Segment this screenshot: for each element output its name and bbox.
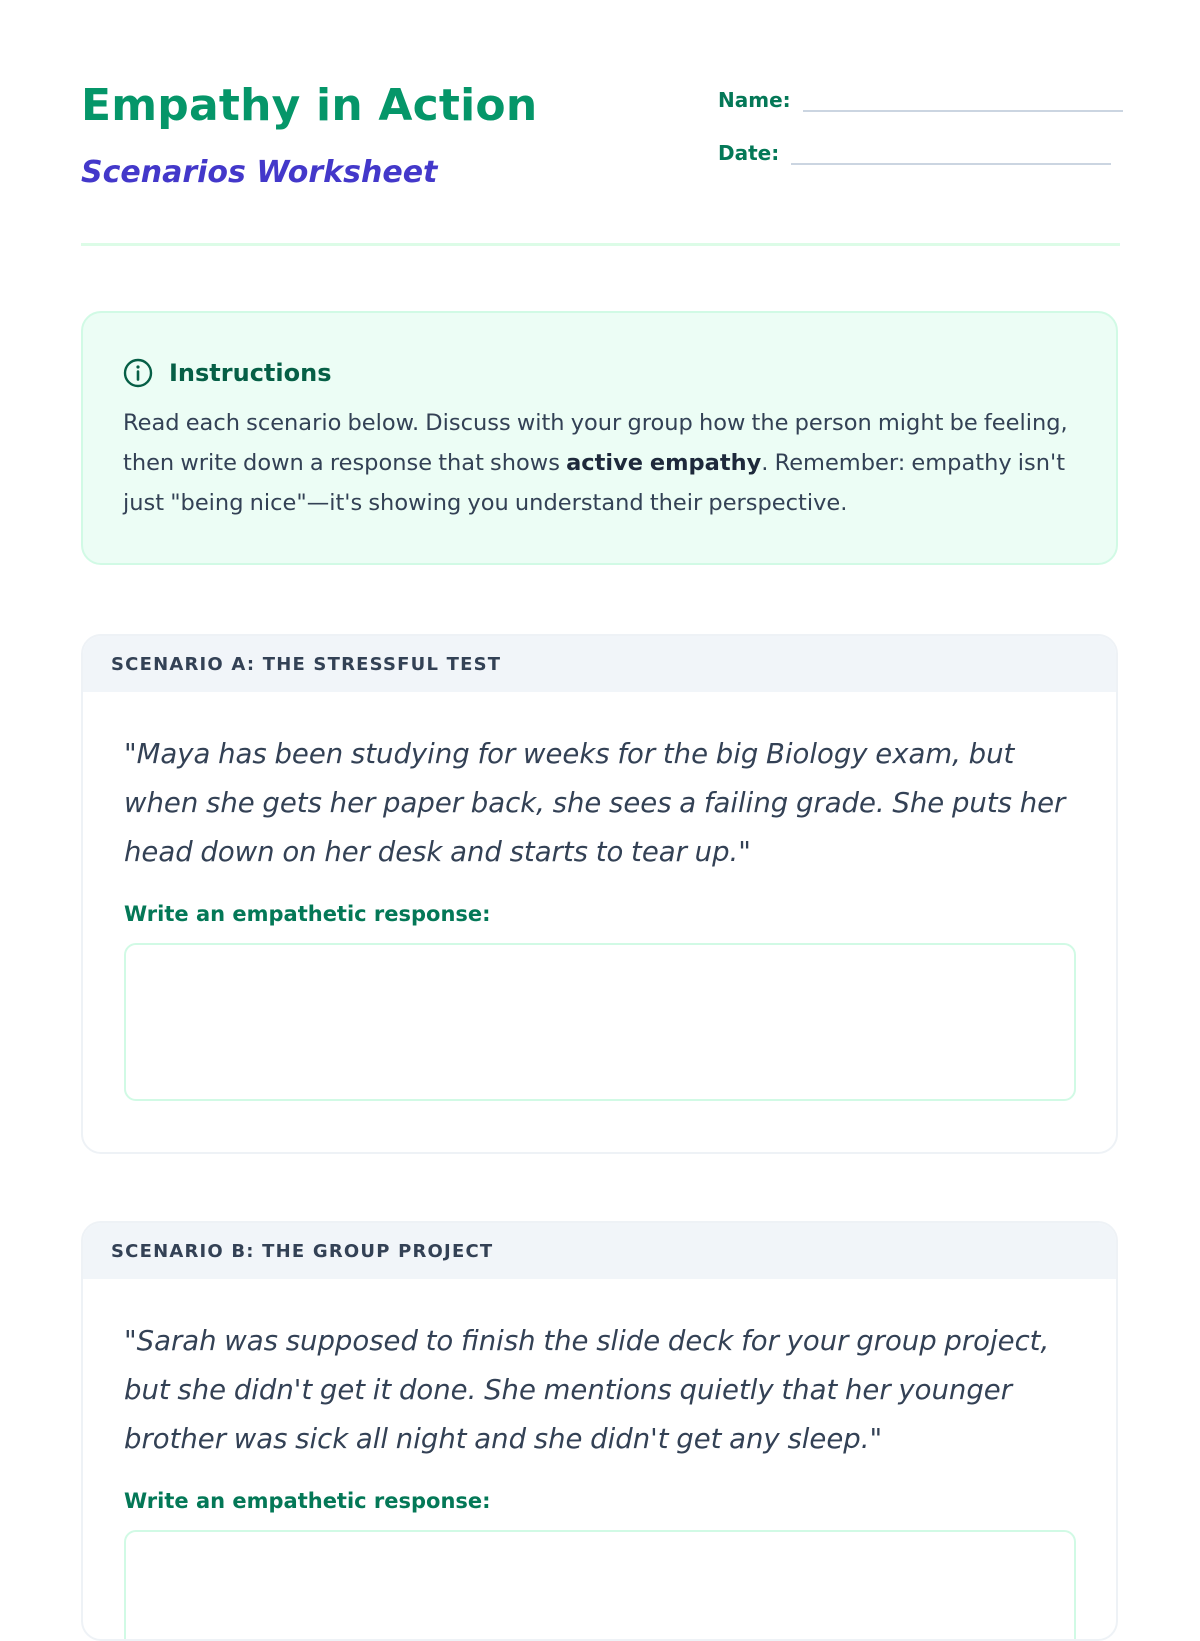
info-icon	[123, 358, 153, 388]
date-field	[718, 135, 1111, 165]
scenario-text: "Sarah was supposed to finish the slide deck for your group project, but she didn't get it done. She mentions quietly that her younger brother was sick all night and she didn't get any sleep."	[124, 1325, 1050, 1455]
instructions-text	[123, 403, 1076, 523]
scenario-header: SCENARIO A: THE STRESSFUL TEST	[83, 636, 1116, 692]
scenario-text: "Maya has been studying for weeks for the big Biology exam, but when she gets her paper back, she sees a failing grade. She puts her head down on her desk and starts to tear up."	[124, 738, 1066, 868]
page-title: Empathy in Action	[81, 80, 538, 131]
instructions-text-end: . Remember: empathy isn't just "being nice"—it's showing you understand their perspective.	[123, 450, 1066, 516]
response-input[interactable]	[124, 943, 1076, 1101]
scenario-header: SCENARIO B: THE GROUP PROJECT	[83, 1223, 1116, 1279]
scenario-card	[81, 634, 1118, 1154]
page-subtitle: Scenarios Worksheet	[81, 155, 438, 190]
name-input-line[interactable]	[803, 82, 1123, 112]
instructions-title: Instructions	[169, 359, 332, 387]
instructions-text-start: Read each scenario below. Discuss with your group how the person might be feeling, then write down a response that shows	[123, 410, 1068, 476]
name-field	[718, 82, 1123, 112]
instructions-emphasis: active empathy	[566, 450, 762, 476]
response-label: Write an empathetic response:	[124, 1489, 491, 1513]
date-label: Date:	[718, 141, 780, 165]
scenario-body	[83, 730, 1116, 1101]
worksheet-header	[81, 0, 1120, 246]
worksheet-page	[81, 0, 1120, 1513]
name-label: Name:	[718, 88, 791, 112]
response-label: Write an empathetic response:	[124, 902, 491, 926]
date-input-line[interactable]	[791, 135, 1111, 165]
instructions-heading	[123, 353, 1076, 393]
instructions-box	[81, 311, 1118, 565]
scenario-card	[81, 1221, 1118, 1641]
scenario-body	[83, 1317, 1116, 1641]
response-input[interactable]	[124, 1530, 1076, 1641]
